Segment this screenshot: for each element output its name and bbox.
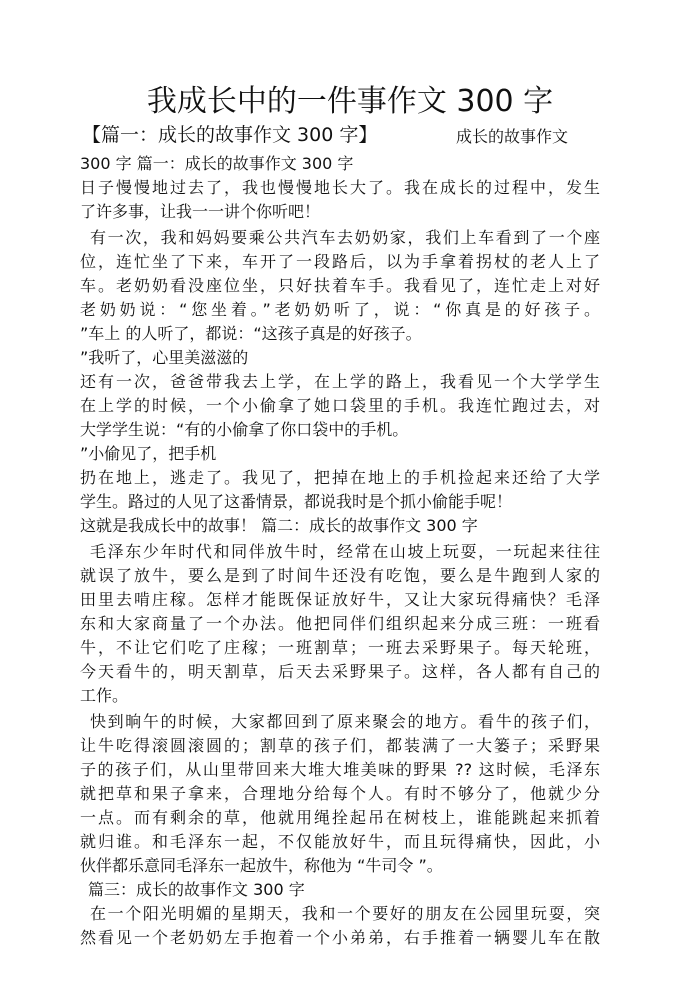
text-line: 成长的故事作文: [456, 127, 569, 146]
text-line: 子的孩子们，从山里带回来大堆大堆美味的野果 ?? 这时候，毛泽东: [80, 760, 600, 779]
text-line: 日子慢慢地过去了，我也慢慢地长大了。我在成长的过程中，发生: [80, 178, 600, 197]
text-line: 大学学生说：“有的小偷拿了你口袋中的手机。: [80, 420, 409, 439]
text-line: 今天看牛的，明天割草，后天去采野果子。这样，各人都有自己的: [80, 662, 600, 681]
text-line: 还有一次，爸爸带我去上学，在上学的路上，我看见一个大学学生: [80, 372, 600, 391]
text-line: 位，连忙坐了下来，车开了一段路后，以为手拿着拐杖的老人上了: [80, 252, 600, 271]
text-line: 300 字 篇一：成长的故事作文 300 字: [80, 154, 354, 173]
text-line: 田里去啃庄稼。怎样才能既保证放好牛，又让大家玩得痛快？毛泽: [80, 590, 600, 609]
text-line: 在一个阳光明媚的星期天，我和一个要好的朋友在公园里玩耍，突: [90, 904, 600, 923]
text-line: 就误了放牛，要么是到了时间牛还没有吃饱，要么是牛跑到人家的: [80, 566, 600, 585]
text-line: 伙伴都乐意同毛泽东一起放牛，称他为 “牛司令 ”。: [80, 856, 443, 875]
text-line: ”我听了，心里美滋滋的: [80, 348, 249, 367]
text-line: 东和大家商量了一个办法。他把同伴们组织起来分成三班：一班看: [80, 614, 600, 633]
text-line: 快到晌午的时候，大家都回到了原来聚会的地方。看牛的孩子们，: [90, 712, 600, 731]
text-line: 了许多事，让我一一讲个你听吧！: [80, 202, 321, 221]
text-line: 就归谁。和毛泽东一起，不仅能放好牛，而且玩得痛快，因此，小: [80, 832, 600, 851]
text-line: 一点。而有剩余的草，他就用绳拴起吊在树枝上，谁能跳起来抓着: [80, 808, 600, 827]
text-line: 就把草和果子拿来，合理地分给每个人。有时不够分了，他就少分: [80, 784, 600, 803]
text-line: 篇三：成长的故事作文 300 字: [88, 880, 305, 899]
text-line: 这就是我成长中的故事！ 篇二：成长的故事作文 300 字: [80, 516, 478, 535]
text-line: ”小偷见了，把手机: [80, 444, 217, 463]
text-line: 牛，不让它们吃了庄稼；一班割草；一班去采野果子。每天轮班，: [80, 638, 600, 657]
text-line: 车。老奶奶看没座位坐，只好扶着车手。我看见了，连忙走上对好: [80, 276, 600, 295]
text-line: 然看见一个老奶奶左手抱着一个小弟弟，右手推着一辆婴儿车在散: [80, 928, 600, 947]
text-line: 扔在地上，逃走了。我见了，把掉在地上的手机捡起来还给了大学: [80, 468, 600, 487]
text-line: 在上学的时候，一个小偷拿了她口袋里的手机。我连忙跑过去，对: [80, 396, 600, 415]
text-line: 让牛吃得滚圆滚圆的；割草的孩子们，都装满了一大篓子；采野果: [80, 736, 600, 755]
document-title: 我成长中的一件事作文 300 字: [146, 84, 554, 119]
text-line: 学生。路过的人见了这番情景，都说我时是个抓小偷能手呢！: [80, 492, 513, 511]
text-line: 毛泽东少年时代和同伴放牛时，经常在山坡上玩耍，一玩起来往往: [90, 542, 600, 561]
text-line: ”车上 的人听了，都说：“这孩子真是的好孩子。: [80, 324, 422, 343]
text-line: 有一次，我和妈妈要乘公共汽车去奶奶家，我们上车看到了一个座: [90, 228, 600, 247]
section-heading: 【篇一：成长的故事作文 300 字】: [82, 124, 378, 146]
text-line: 老奶奶说：“您坐着。”老奶奶听了，说：“你真是的好孩子。: [80, 300, 600, 319]
text-line: 工作。: [80, 686, 129, 705]
